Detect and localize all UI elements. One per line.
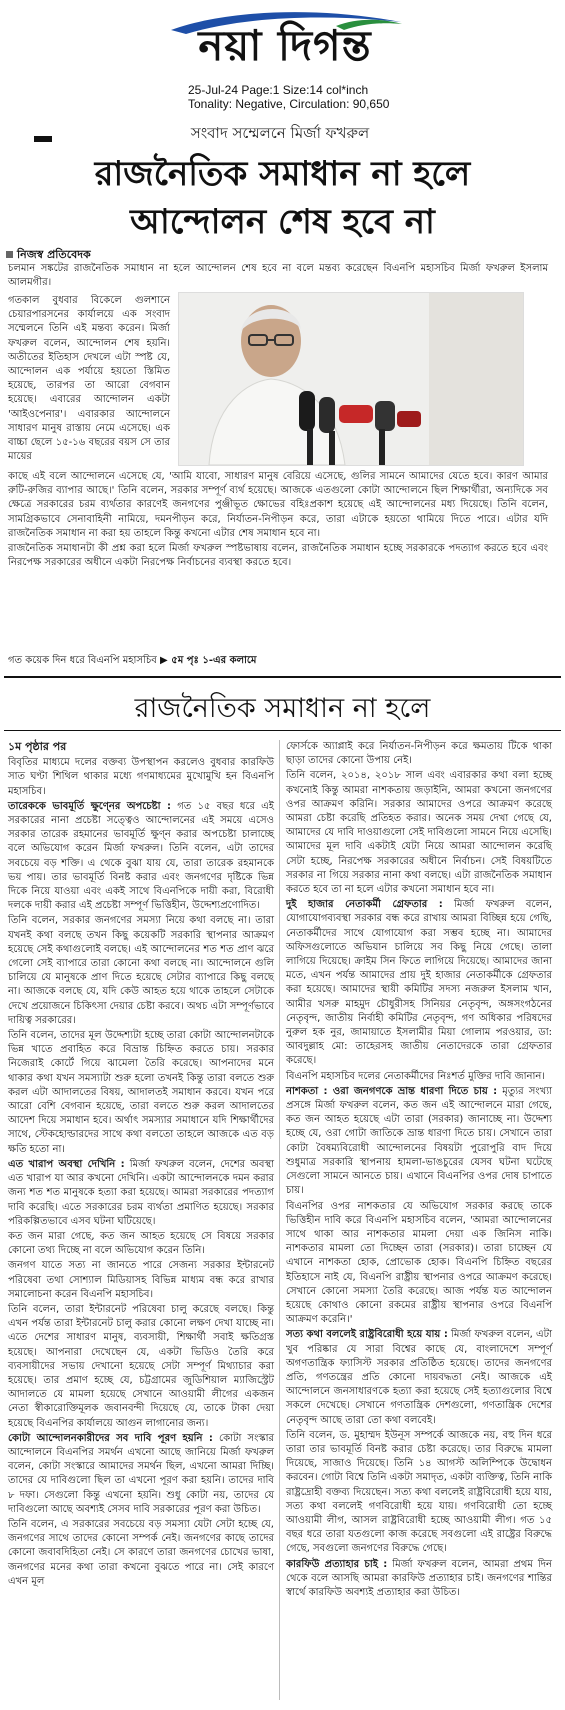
jump-paragraph — [286, 740, 552, 768]
jump-paragraph — [286, 1070, 552, 1084]
jump-paragraph — [286, 1558, 552, 1601]
jump-paragraph — [286, 1429, 552, 1557]
paragraph-text: তিনি বলেন, ড. মুহাম্মদ ইউনূস সম্পর্কে আজকে নয়, বহু দিন ধরে তারা তার ভাবমূর্তি বিনষ্ট করার চেষ্টা করেছে। তার বিরুদ্ধে মামলা দিয়েছে, সাজাও দিয়েছে। তিনি ১৪ আগস্ট অলিম্পিকে উদ্বোধন করবেন। গোটা বিশ্বে তিনি একটা সমাদৃত, একটা ব্যক্তিত্ব, তিনি নাকি রাষ্ট্রদ্রোহী বক্তব্য দিয়েছেন। সত্য কথা বললেই রাষ্ট্রবিরোধী হয়ে যায়, সত্য কথা বললেই গণবিরোধী হয়ে যায়। গণবিরোধী তো হচ্ছে আওয়ামী লীগ, আসল রাষ্ট্রবিরোধী হচ্ছে আওয়ামী লীগ। গত ১৫ বছর ধরে তারা যতগুলো কাজ করেছে সবগুলো এই রাষ্ট্রের বিরুদ্ধে গেছে, সবগুলো জনগণের বিরুদ্ধে গেছে। — [286, 1429, 552, 1555]
paragraph-text: তিনি বলেন, তাদের মূল উদ্দেশ্যটা হচ্ছে তারা কোটা আন্দোলনটাকে ভিন্ন খাতে প্রবাহিত করে বিভ্রান্ত চিহ্নিত করতে চায়। সরকার নিজেরাই কোর্টে গিয়ে ঝামেলা তৈরি করেছে। আপনাদের মনে থাকার কথা যখন সমস্যাটা শুরু হলো তখনই কিন্তু তারা বলতে শুরু করল এটা আদালতের বিষয়, আদালতই সমাধান করবে। যখন পরে আরো বেশি বেগবান হয়েছে, তারা বলতে শুরু করল আদালতের আদেশ দিয়ে সমাধান হবে। অর্থাৎ সমস্যার সমাধানে যদি শিক্ষার্থীদের সাথে, স্টেকহোল্ডারদের সাথে কথা বলতো তাহলে আজকে এত বড় ক্ষতি হতো না। — [8, 1030, 274, 1155]
paragraph-text: ফোর্সকে অ্যাপ্লাই করে নির্যাতন-নিপীড়ন করে ক্ষমতায় টিকে থাকা ছাড়া তাদের কোনো উপায় নেই। — [286, 741, 552, 767]
byline-text: নিজস্ব প্রতিবেদক — [17, 248, 91, 261]
paragraph-text: গত ১৫ বছর ধরে এই সরকারের নানা প্রচেষ্টা সত্ত্বেও আন্দোলনের এই সময়ে এসেও সরকার তারেক রহমানের ভাবমূর্তি ক্ষুণ্ন করার অপচেষ্টা চালাচ্ছে বলে অভিযোগ করেন মির্জা ফখরুল। তিনি বলেন, এটা তাদের সবচেয়ে বড় শক্তি। এ থেকে বুঝা যায় যে, তারা তারেক রহমানকে ভয় পায়। তার ভাবমূর্তি বিনষ্ট করার এবং জনগণের দৃষ্টিকে ভিন্ন দিকে নিয়ে যাওয়া এবং একই সাথে বিএনপিকে দায়ী করা, বিরোধী দলকে দায়ী করার এই প্রচেষ্টা সম্পূর্ণ ভিত্তিহীন, উদ্দেশ্যপ্রণোদিত। — [8, 800, 274, 912]
subheading: কারফিউ প্রত্যাহার চাই : — [286, 1558, 388, 1570]
subheading: সত্য কথা বললেই রাষ্ট্রবিরোধী হয়ে যায় : — [286, 1329, 448, 1341]
from-page-label: ১ম পৃষ্ঠার পর — [8, 740, 67, 753]
clip-metadata — [188, 83, 518, 111]
clip-tonality: Tonality: Negative, Circulation: 90,650 — [188, 97, 390, 111]
jump-title-divider — [4, 730, 561, 731]
paragraph-text: তিনি বলেন, তারা ইন্টারনেট পরিষেবা চালু করেছে বলছে। কিন্তু এখন পর্যন্ত তারা ইন্টারনেট চালু করার কোনো লক্ষণ দেখা যাচ্ছে না। এতে দেশের সাধারণ মানুষ, ব্যবসায়ী, শিক্ষার্থী সবাই ক্ষতিগ্রস্ত হয়েছে। আপনারা দেখেছেন যে, একটা ভিডিও তৈরি করে ব্যবসায়ীদের সভায় দেখানো হয়েছে সেটা সম্পূর্ণ মিথ্যাচার করা হয়েছে। তার প্রমাণ হচ্ছে যে, চট্টগ্রামের জুডিশিয়াল ম্যাজিস্ট্রেট আদালতে যে মামলা হয়েছে সেখানে আওয়ামী লীগের একজন নেতা স্বীকারোক্তিমূলক জবানবন্দী দিয়েছে যে, তাকে টাকা দেয়া হয়েছে বিএনপির কার্যালয়ে আগুন লাগানোর জন্য। — [8, 1303, 274, 1429]
paragraph-text: বিএনপির ওপর নাশকতার যে অভিযোগ সরকার করছে তাকে ভিত্তিহীন দাবি করে বিএনপি মহাসচিব বলেন, 'আমরা আন্দোলনের সাথে থাকা আর নাশকতার মামলা দেয়া এক জিনিস নাকি। নাশকতার মামলা তো দিচ্ছেন তারা (সরকার)। তারা চাচ্ছেন যে এখানে নাশকতা হোক, প্রোভোক হোক। বিএনপি চিহ্নিত বছরের ইতিহাসে নাই যে, বিএনপি রাষ্ট্রীয় স্থাপনার ওপরে আক্রমণ করেছে। সেখানে কোনো সমস্যা তৈরি করেছে। আজ পর্যন্ত যত আন্দোলন হয়েছে কোথাও কোনো রকমের রাষ্ট্রীয় স্থাপনার ওপরে বিএনপি আক্রমণ করেনি।' — [286, 1200, 552, 1326]
paragraph-text: বিএনপি মহাসচিব দলের নেতাকর্মীদের নিঃশর্ত মুক্তির দাবি জানান। — [286, 1070, 545, 1082]
article-left-column: গতকাল বুধবার বিকেলে গুলশানে চেয়ারপারসনের কার্যালয়ে এক সংবাদ সম্মেলনে তিনি এই মন্তব্য করেন। মির্জা ফখরুল বলেন, আন্দোলন শেষ হয়নি। অতীতের ইতিহাস দেখলে এটা স্পষ্ট যে, আন্দোলন এক পর্যায়ে হয়তো স্তিমিত হয়েছে, তারপর তা আরো বেগবান হয়েছে। এবারের আন্দোলন একটা 'আইওপেনার'। এবারকার আন্দোলনে সাধারণ মানুষ রাস্তায় নেমে এসেছে। এক বাচ্চা ছেলে ১৫-১৬ বছরের বয়স সে তার মায়ের — [8, 295, 170, 463]
continued-prefix: গত কয়েক দিন ধরে বিএনপি মহাসচিব — [8, 655, 157, 666]
paragraph-text: তিনি বলেন, এ সরকারের সবচেয়ে বড় সমস্যা যেটা সেটা হচ্ছে যে, জনগণের সাথে তাদের কোনো সম্পর্ক নেই। জনগণের কাছে তাদের কোনো জবাবদিহিতা নেই। সে কারণে তারা জনগণের চোখের ভাষা, জনগণের মনের কথা তারা কখনো বুঝতে পারে না। সেই কারণে এখন মূল — [8, 1518, 274, 1587]
subheading: তারেককে ভাবমূর্তি ক্ষুণ্নের অপচেষ্টা : — [8, 800, 172, 812]
jump-paragraph — [8, 1303, 274, 1431]
jump-paragraph — [8, 1230, 274, 1258]
newspaper-logo — [140, 8, 430, 72]
article-paragraph: কাছে এই বলে আন্দোলনে এসেছে যে, 'আমি যাবো, সাধারণ মানুষ বেরিয়ে এসেছে, গুলির সামনে আমাদের যেতে হবে। কারণ আমার রুটি-রুজির ব্যাপার আছে।' তিনি বলেন, সরকার সম্পূর্ণ ব্যর্থ হয়েছে। আজকে এতগুলো কোটা আন্দোলনে ছিল শিক্ষার্থীরা, অন্যদিকে সব ক্ষেত্রে সরকারের চরম ব্যর্থতার কারণেই জনগণের পুঞ্জীভূত ক্ষোভের বহিঃপ্রকাশ হয়েছে এই আন্দোলনের মধ্য দিয়েছে। তিনি বলেন, সামগ্রিকভাবে সেনাবাহিনী নামিয়ে, দমনপীড়ন করে, নির্যাতন-নিপীড়ন করে, তারা এটাকে হয়তো থামিয়ে দিতে পারে। এটার যদি রাজনৈতিক সমাধান না করা হয় তাহলে কিন্তু কখনো এটার শেষ সমাধান হবে না। — [8, 471, 548, 539]
subheading: কোটা আন্দোলনকারীদের সব দাবি পূরণ হয়নি : — [8, 1432, 213, 1444]
continued-reference: গত কয়েক দিন ধরে বিএনপি মহাসচিব ▶ ৫ম পৃঃ ১-এর কলামে — [8, 655, 257, 666]
jump-paragraph — [8, 1029, 274, 1157]
jump-column-1 — [8, 740, 274, 1590]
subheading: নাশকতা : ওরা জনগণকে ভ্রান্ত ধারণা দিতে চায় : — [286, 1085, 498, 1097]
headline-line-2: আন্দোলন শেষ হবে না — [130, 202, 435, 242]
paragraph-text: মির্জা ফখরুল বলেন, এটা খুব পরিষ্কার যে সারা বিশ্বের কাছে যে, বাংলাদেশে সম্পূর্ণ অগণতান্ত্রিক ফ্যাসিস্ট সরকার প্রতিষ্ঠিত হয়েছে। তাদের জনগণের প্রতি, গণতন্ত্রের প্রতি কোনো দায়বদ্ধতা নেই। আজকে এই আন্দোলনে জনসাধারণকে হত্যা করা হয়েছে সেই হত্যাগুলোর বিশ্বে সকলে দেখেছে। সেখানে গণতান্ত্রিক দেশগুলো, গণতান্ত্রিক দেশের নেতৃবৃন্দ আছে তারা তো কথা বলবেই। — [286, 1329, 552, 1426]
headline-line-1: রাজনৈতিক সমাধান না হলে — [94, 154, 471, 194]
jump-paragraph — [8, 1432, 274, 1517]
jump-paragraph — [8, 756, 274, 799]
continued-page-ref: ৫ম পৃঃ ১-এর কলামে — [171, 655, 257, 666]
jump-paragraph — [286, 1085, 552, 1199]
paragraph-text: মৃত্যুর সংখ্যা প্রসঙ্গে মির্জা ফখরুল বলেন, কত জন এই আন্দোলনে মারা গেছে, কত জন আহত হয়েছে এটা তারা (সরকার) জানাচ্ছে না। উদ্দেশ্য হচ্ছে যে, ওরা গোটা জাতিকে ভ্রান্ত ধারণা দিতে চায়। সেখানে তারা কোটা বৈষম্যবিরোধী আন্দোলনের বিষয়টা পুরোপুরি বাদ দিয়ে শুধুমাত্র সরকারি স্থাপনায় হামলা-ভাঙচুরের যেসব ঘটনা ঘটেছে সেগুলো সামনে আনতে চায়। এখানে বিএনপির ওপর দোষ চাপাতে চায়। — [286, 1085, 552, 1197]
jump-title: রাজনৈতিক সমাধান না হলে — [134, 693, 431, 724]
subheading: দুই হাজার নেতাকর্মী গ্রেফতার : — [286, 899, 443, 911]
paragraph-text: বিবৃতির মাধ্যমে দলের বক্তব্য উপস্থাপন করলেও বুধবার কারফিউ সাত ঘণ্টা শিথিল থাকার মধ্যে গণমাধ্যমের মুখোমুখি হন বিএনপি মহাসচিব। — [8, 757, 274, 797]
paragraph-text: মির্জা ফখরুল বলেন, যোগাযোগব্যবস্থা সরকার বন্ধ করে রাখায় আমরা বিচ্ছিন্ন হয়ে গেছি, নেতাকর্মীদের সাথে যোগাযোগ করা সম্ভব হচ্ছে না। আমাদের অফিসগুলোতে অভিযান চালিয়ে সব কিছু নিয়ে গেছে। তালা লাগিয়ে দিয়েছে। ক্রাইম সিন ফিতে লাগিয়ে দিয়েছে। আমাদের জানা মতে, এখন পর্যন্ত আমাদের প্রায় দুই হাজার নেতাকর্মীকে গ্রেফতার করা হয়েছে। আমাদের স্থায়ী কমিটির সদস্য নজরুল ইসলাম খান, আমীর খসরু মাহমুদ চৌধুরীসহ সিনিয়র নেতৃবৃন্দ, অঙ্গসংগঠনের নেতৃবৃন্দ, জাতীয় নির্বাহী কমিটির নেতৃবৃন্দ, গণ অধিকার পরিষদের নুরুল হক নুর, জামায়াতে ইসলামীর মিয়া গোলাম পরওয়ার, ডা: আবদুল্লাহ মো: তাহেরসহ জাতীয় নেতাদেরকে তারা গ্রেফতার করেছে। — [286, 899, 553, 1067]
kicker-marker — [34, 136, 52, 142]
paragraph-text: তিনি বলেন, ২০১৪, ২০১৮ সাল এবং এবারকার কথা বলা হচ্ছে কখনোই কিন্তু আমরা নাশকতায় জড়াইনি, আমরা কখনো জনগণের ওপর আক্রমণ করিনি। সরকার আমাদের ওপরে আক্রমণ করেছে আমরা চেষ্টা করেছি প্রতিহত করার। অনেক সময় দেখা গেছে যে, আমাদের যে দাবি দাওয়াগুলো সেই দাবিগুলো সামনে নিয়ে এসেছি। আমাদের মূল দাবি একটাই যেটা নিয়ে আমরা আন্দোলন করেছি সেটা হচ্ছে, নিরপেক্ষ সরকারের অধীনে নির্বাচন। সেই বিষয়টিতে সরকার না গিয়ে সরকার নানা কথা বলছে। এটা রাজনৈতিক সমাধান করতে হবে তা না হলে এটার কখনো সমাধান হবে না। — [286, 770, 552, 896]
speaker-photo — [178, 292, 524, 466]
article-body — [8, 470, 548, 571]
clip-date-size: 25-Jul-24 Page:1 Size:14 col*inch — [188, 83, 369, 97]
article-paragraph: রাজনৈতিক সমাধানটা কী প্রশ্ন করা হলে মির্জা ফখরুল স্পষ্টভাষায় বলেন, রাজনৈতিক সমাধান হচ্ছে সরকারকে পদত্যাগ করতে হবে এবং নিরপেক্ষ সরকারের অধীনে একটা নিরপেক্ষ নির্বাচনের ব্যবস্থা করতে হবে। — [8, 543, 548, 569]
section-divider — [4, 676, 561, 678]
press-conference-photo-icon — [179, 293, 523, 465]
article-headline — [10, 150, 555, 246]
jump-paragraph — [8, 800, 274, 914]
jump-paragraph — [8, 1259, 274, 1302]
logo-text: নয়া দিগন্ত — [198, 21, 372, 70]
paragraph-text: কত জন মারা গেছে, কত জন আহত হয়েছে সে বিষয়ে সরকার কোনো তথ্য দিচ্ছে না বলে অভিযোগ করেন তিনি। — [8, 1230, 274, 1257]
jump-paragraph — [8, 1518, 274, 1589]
paragraph-text: মির্জা ফখরুল বলেন, আমরা প্রথম দিন থেকে বলে আসছি আমরা কারফিউ প্রত্যাহার চাই। জনগণের শান্তির স্বার্থে কারফিউ অবশ্যই প্রত্যাহার করা উচিত। — [286, 1558, 552, 1598]
jump-column-2 — [286, 740, 552, 1601]
paragraph-text: তিনি বলেন, সরকার জনগণের সমস্যা নিয়ে কথা বলছে না। তারা যখনই কথা বলছে তখন কিছু কয়েকটি সরকারি স্থাপনার আক্রমণ হয়েছে সেই কথাগুলোই বলছে। এই আন্দোলনের শত শত প্রাণ ঝরে গেলো সেই ব্যাপারে তারা কোনো কথা বলছে না। আন্দোলনে গুলি চালিয়ে যে মানুষকে প্রাণ দিতে হয়েছে সেটার ব্যাপারে কিছু বলছে না। আজকে বলছে যে, যদি কেউ আহত হয়ে থাকে তাহলে সেটাকে দেখে প্রয়োজনে চিকিৎসা দেয়ার চেষ্টা করবে। অথচ এটা সম্পূর্ণভাবে দায়িত্ব সরকারের। — [8, 915, 274, 1026]
masthead — [0, 0, 565, 82]
column-separator — [279, 740, 280, 1700]
jump-paragraph — [286, 1200, 552, 1328]
jump-paragraph — [8, 914, 274, 1028]
jump-paragraph — [286, 769, 552, 897]
jump-paragraph — [8, 1158, 274, 1229]
article-kicker: সংবাদ সম্মেলনে মির্জা ফখরুল — [190, 124, 370, 142]
jump-paragraph — [286, 1328, 552, 1427]
paragraph-text: মির্জা ফখরুল বলেন, দেশের অবস্থা এত খারাপ যা আর কখনো দেখিনি। একটা আন্দোলনকে দমন করার জন্য শত শত মানুষকে হত্যা করা হয়েছে। আমরা সরকারের পদত্যাগ দাবি করেছি। এতে সরকারের চরম ব্যর্থতা প্রমাণিত হয়েছে। সরকার পরিকল্পিতভাবে এসব ঘটনা ঘটিয়েছে। — [8, 1158, 274, 1227]
article-lead: চলমান সঙ্কটের রাজনৈতিক সমাধান না হলে আন্দোলন শেষ হবে না বলে মন্তব্য করেছেন বিএনপি মহাসচিব মির্জা ফখরুল ইসলাম আলমগীর। — [8, 263, 548, 289]
byline-bullet-icon — [6, 251, 13, 258]
paragraph-text: জনগণ যাতে সত্য না জানতে পারে সেজন্য সরকার ইন্টারনেট পরিষেবা তথা সোশ্যাল মিডিয়াসহ বিভিন্ন মাধ্যম বন্ধ করে রাখার সমালোচনা করেন বিএনপি মহাসচিব। — [8, 1260, 274, 1300]
jump-paragraph — [286, 898, 552, 1068]
subheading: এত খারাপ অবস্থা দেখিনি : — [8, 1158, 125, 1170]
paragraph-text: কোটা সংস্কার আন্দোলনে বিএনপির সমর্থন এখনো আছে জানিয়ে মির্জা ফখরুল বলেন, কোটা সংস্কারে আমাদের সমর্থন ছিল, এখনো আমরা দিচ্ছি। তাদের যে দাবিগুলো ছিল তা এখনো পূরণ করা হয়নি। তাদের দাবি ৮ দফা। সেগুলো কিন্তু এখনো হয়নি। শুধু কোটা নয়, তাদের যে দাবিগুলো আছে অবশ্যই সেসব দাবি সরকারের পূরণ করা উচিত। — [8, 1432, 274, 1515]
